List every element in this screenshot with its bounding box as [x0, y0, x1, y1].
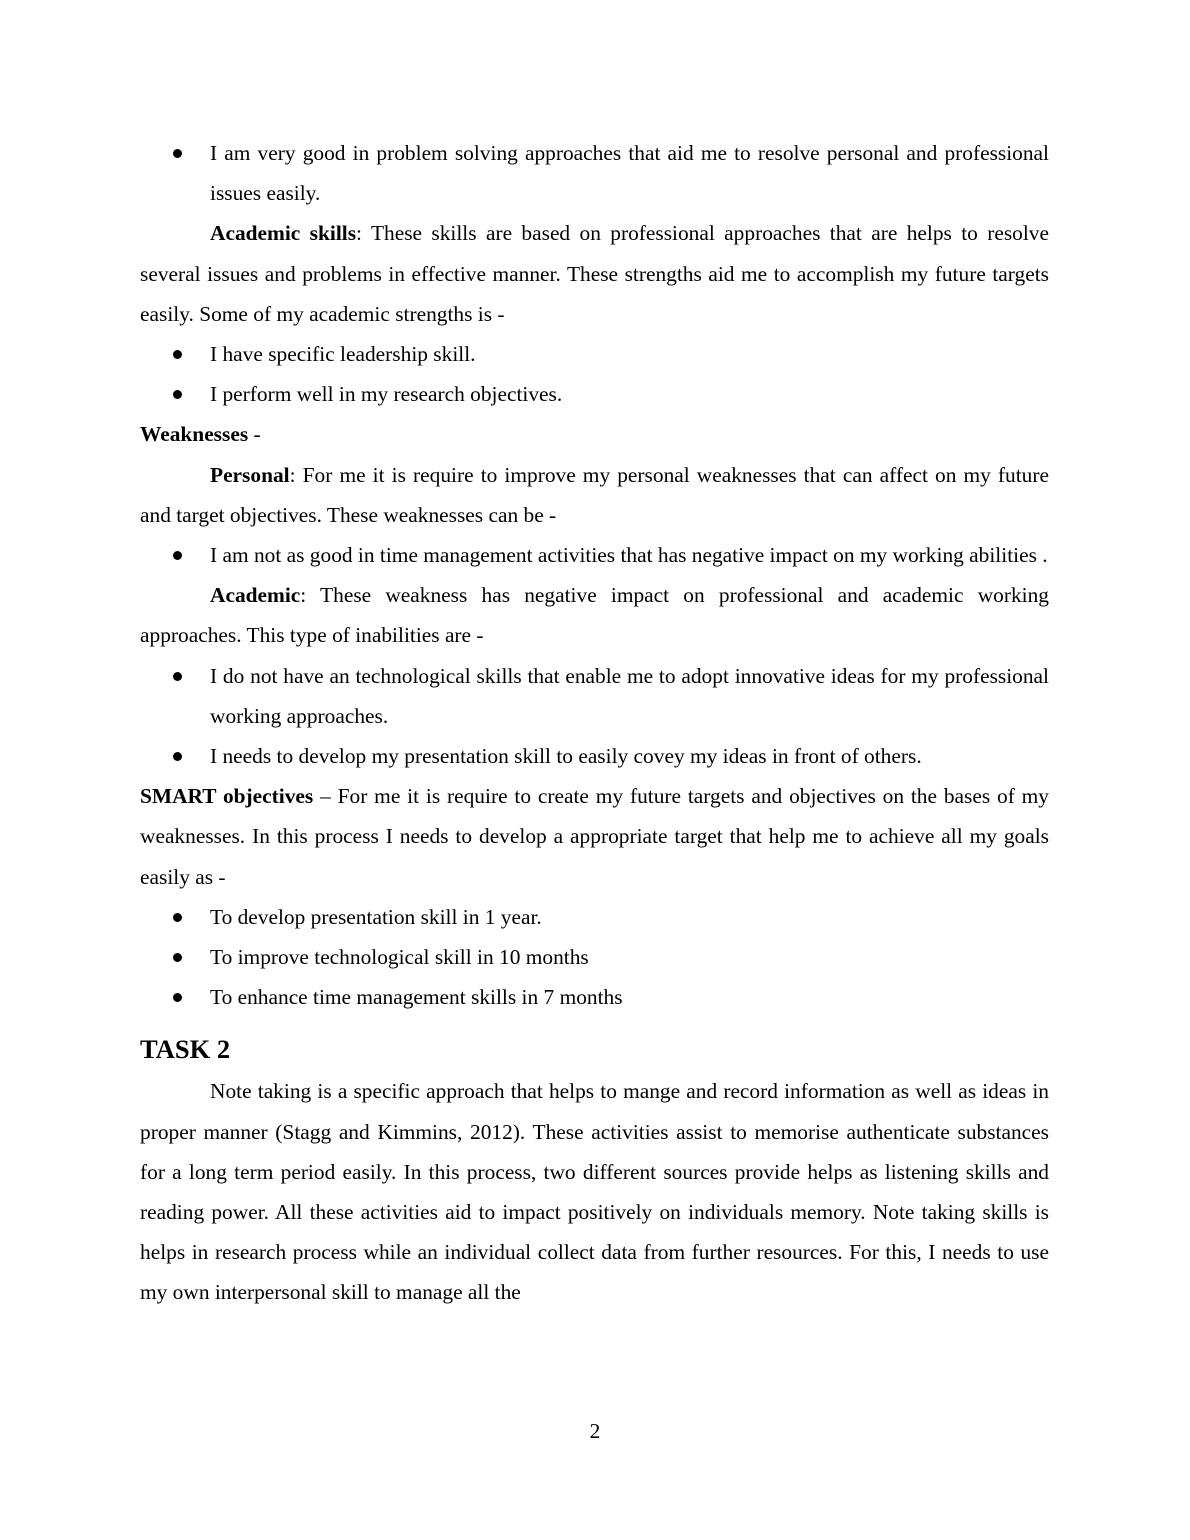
list-item-text: I am not as good in time management activities that has negative impact on my working abilities . [210, 543, 1048, 568]
smart-objectives-paragraph [140, 776, 1049, 897]
bullet-icon [173, 390, 182, 399]
page-number: 2 [589, 1419, 601, 1443]
list-item [140, 977, 1049, 1017]
task2-heading: TASK 2 [140, 1034, 231, 1065]
academic-skills-heading: Academic skills [210, 221, 357, 246]
list-item-text: To develop presentation skill in 1 year. [210, 904, 542, 929]
bullet-icon [173, 350, 182, 359]
bullet-icon [173, 149, 182, 158]
smart-objectives-text: – For me it is require to create my future targets and objectives on the bases of my weaknesses. In this process I needs to develop a appropriate target that help me to achieve all my goals easily as - [140, 784, 1050, 889]
bullet-icon [173, 953, 182, 962]
academic-skills-paragraph [140, 213, 1049, 334]
list-item-text: I am very good in problem solving approaches that aid me to resolve personal and professional issues easily. [210, 141, 1049, 206]
bullet-icon [173, 993, 182, 1002]
list-item [140, 535, 1049, 575]
academic-skills-text: : These skills are based on professional approaches that are helps to resolve several issues and problems in effective manner. These strengths aid me to accomplish my future targets easily. Some of my academic strengths is - [140, 221, 1049, 326]
list-item [140, 334, 1049, 374]
weaknesses-heading: Weaknesses [140, 422, 249, 447]
weaknesses-heading-line [140, 414, 1049, 454]
list-item-text: I have specific leadership skill. [210, 342, 476, 367]
list-item [140, 656, 1049, 736]
bullet-icon [173, 551, 182, 560]
list-item-text: I do not have an technological skills that enable me to adopt innovative ideas for my professional working approaches. [210, 663, 1049, 728]
personal-paragraph [140, 455, 1049, 535]
list-item [140, 374, 1049, 414]
list-item [140, 897, 1049, 937]
weaknesses-text: - [248, 422, 261, 447]
smart-objectives-heading: SMART objectives [140, 784, 314, 809]
document-page [140, 133, 1049, 1313]
personal-text: : For me it is require to improve my personal weaknesses that can affect on my future and target objectives. These weaknesses can be - [140, 462, 1049, 527]
academic-heading: Academic [210, 583, 301, 608]
list-item [140, 937, 1049, 977]
list-item-text: I perform well in my research objectives. [210, 382, 563, 407]
bullet-icon [173, 672, 182, 681]
list-item-text: To improve technological skill in 10 months [210, 945, 589, 970]
list-item [140, 133, 1049, 213]
list-item-text: I needs to develop my presentation skill to easily covey my ideas in front of others. [210, 744, 922, 769]
personal-heading: Personal [210, 462, 290, 487]
bullet-icon [173, 752, 182, 761]
bullet-icon [173, 913, 182, 922]
task2-paragraph: Note taking is a specific approach that helps to mange and record information as well as ideas in proper manner (Stagg and Kimmins, 2012). These activities assist to memorise authenticate substances for a long term period easily. In this process, two different sources provide helps as listening skills and reading power. All these activities aid to impact positively on individuals memory. Note taking skills is helps in research process while an individual collect data from further resources. For this, I needs to use my own interpersonal skill to manage all the [140, 1079, 1049, 1305]
academic-paragraph [140, 575, 1049, 655]
list-item [140, 736, 1049, 776]
academic-text: : These weakness has negative impact on professional and academic working approaches. This type of inabilities are - [140, 583, 1049, 648]
list-item-text: To enhance time management skills in 7 months [210, 985, 623, 1010]
